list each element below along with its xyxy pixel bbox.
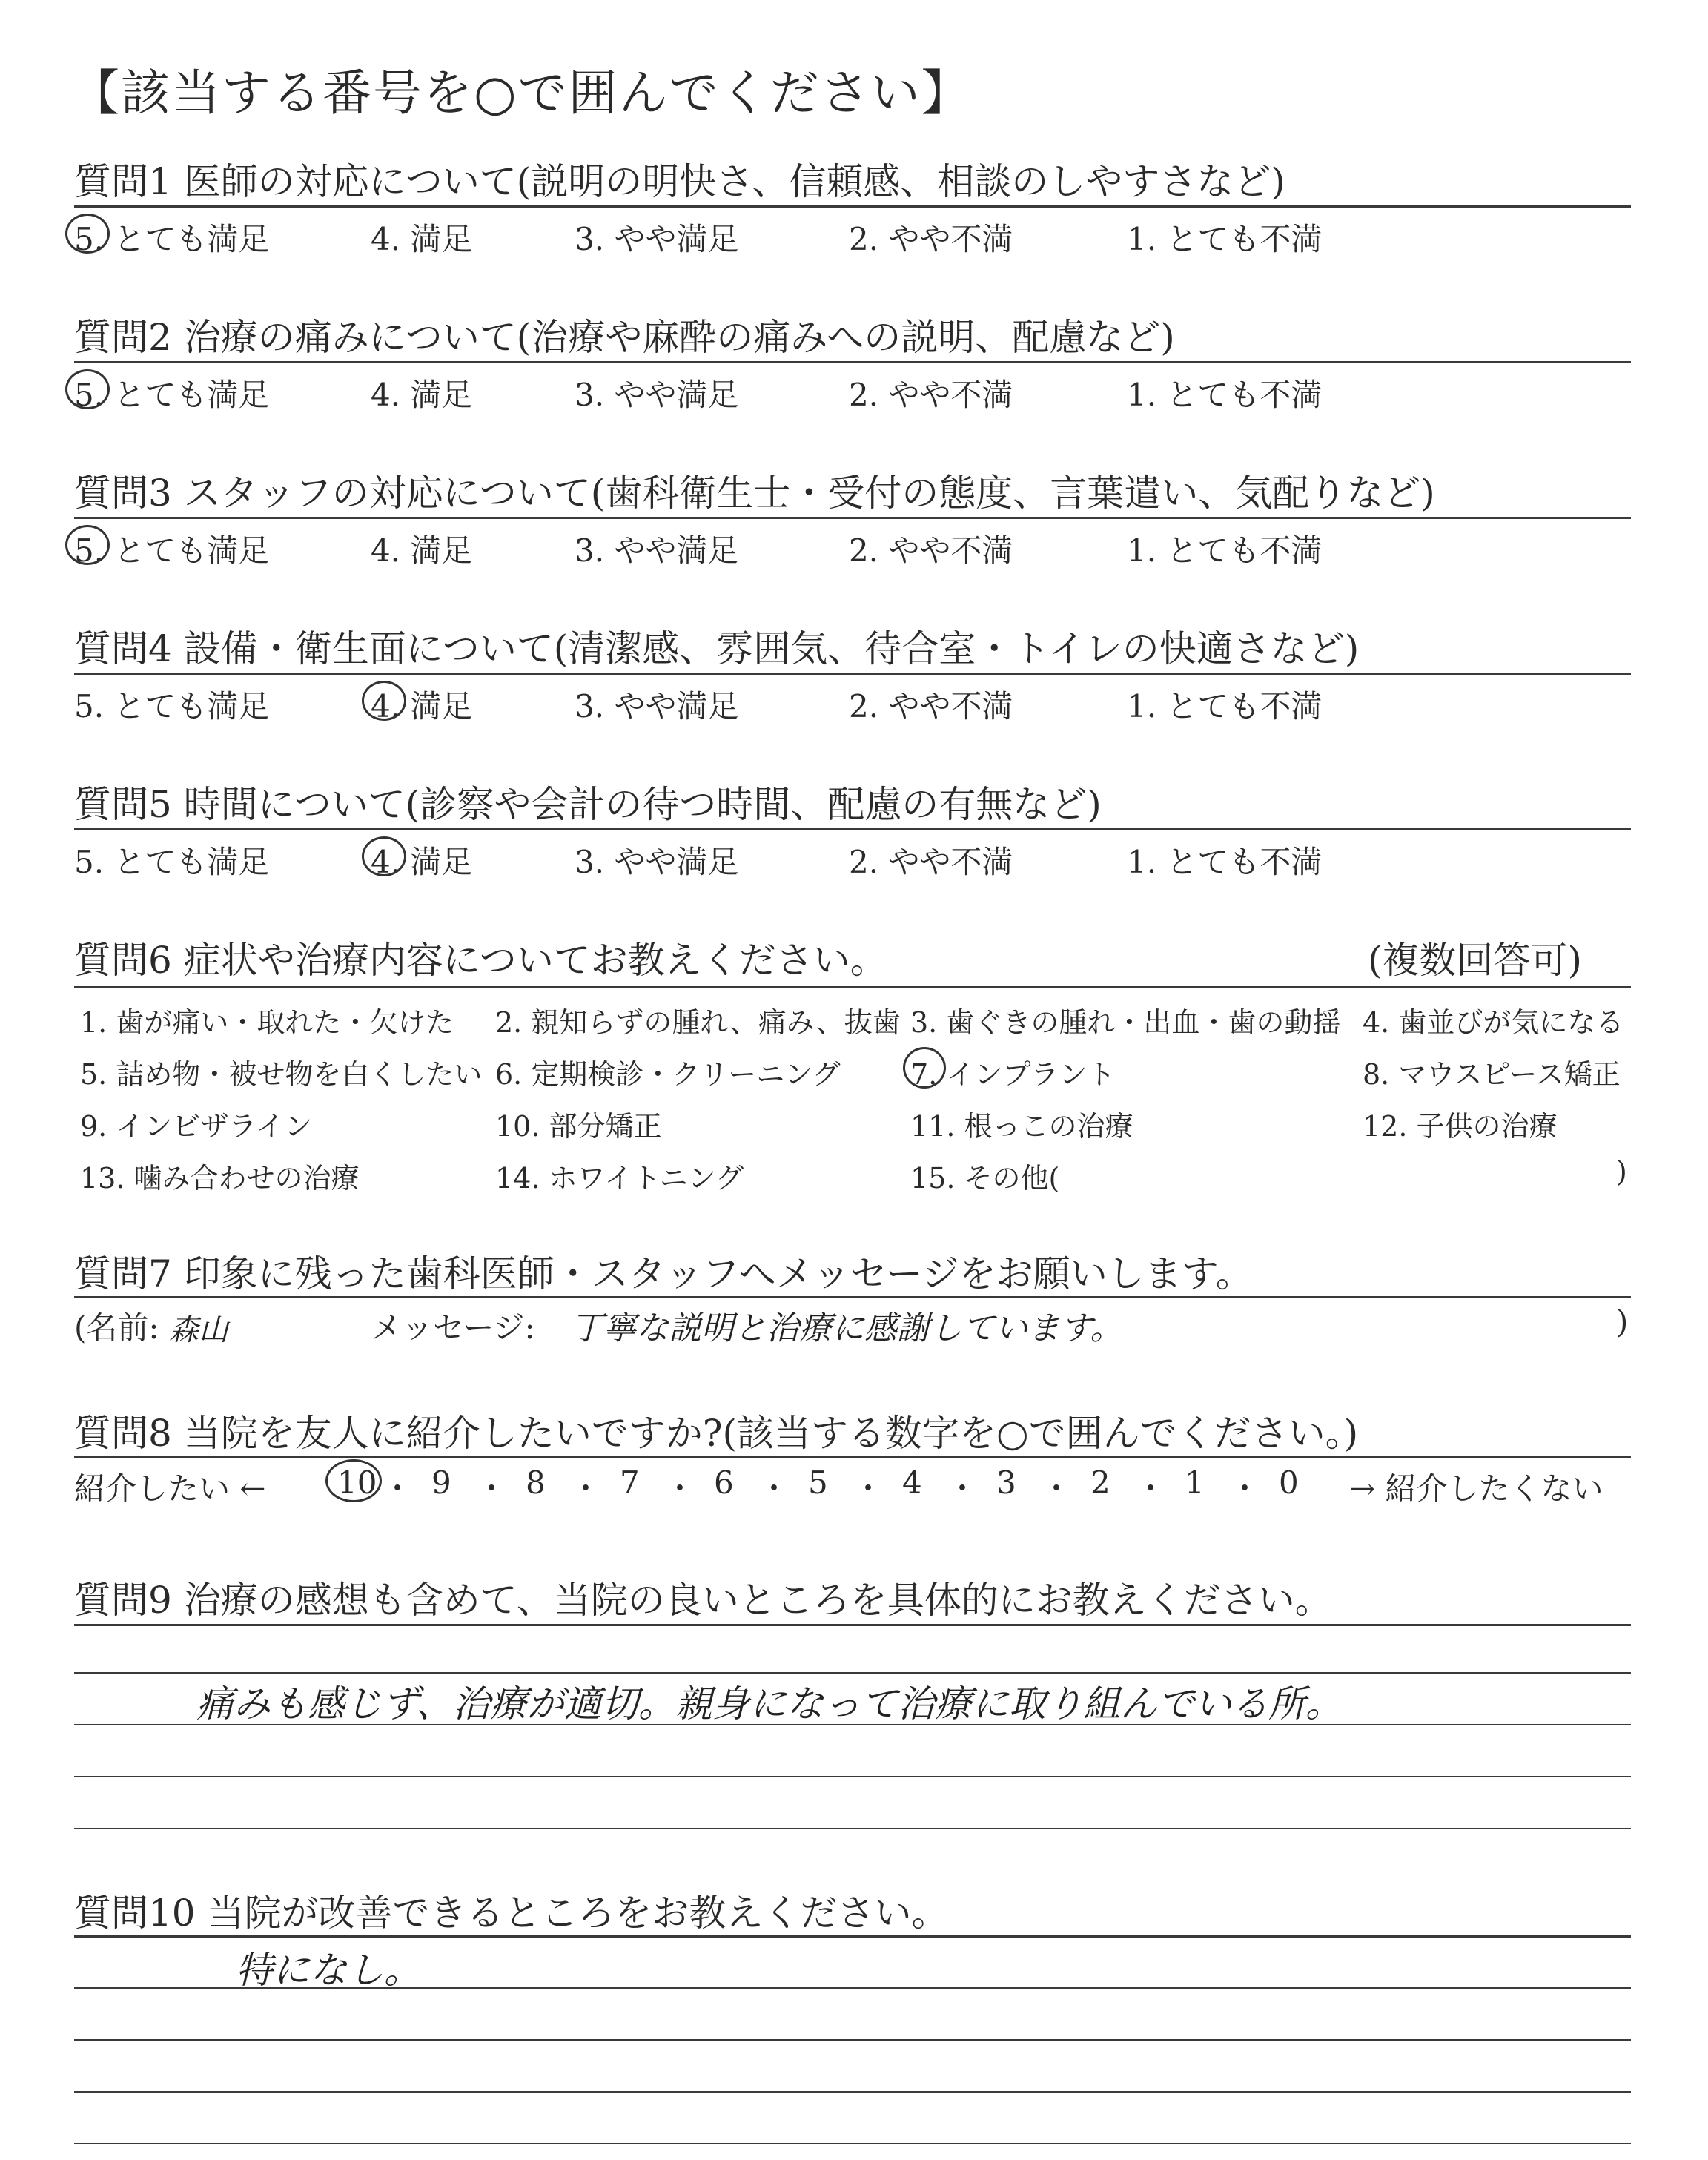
q8-separator: ・ (1041, 1470, 1073, 1507)
q9-answer[interactable]: 痛みも感じず、治療が適切。親身になって治療に取り組んでいる所。 (196, 1682, 1343, 1725)
q8-scale-3[interactable]: 3 (996, 1464, 1016, 1501)
q8-separator: ・ (476, 1470, 508, 1507)
q7-message-label: メッセージ: (371, 1309, 535, 1346)
q4-selection-circle (362, 681, 406, 721)
q8-scale-9[interactable]: 9 (431, 1464, 451, 1501)
q4-option-1[interactable]: 1. とても不満 (1127, 688, 1323, 724)
q8-scale-2[interactable]: 2 (1090, 1464, 1110, 1501)
q7-message-value[interactable]: 丁寧な説明と治療に感謝しています。 (571, 1309, 1123, 1347)
q6-option-11[interactable]: 11. 根っこの治療 (910, 1110, 1133, 1143)
q6-option-13[interactable]: 13. 噛み合わせの治療 (80, 1162, 360, 1195)
q6-option-10[interactable]: 10. 部分矯正 (495, 1110, 662, 1143)
q5-selection-circle (362, 836, 406, 876)
q10-label: 質問10 当院が改善できるところをお教えください。 (74, 1892, 949, 1935)
q3-option-4[interactable]: 4. 満足 (371, 532, 473, 569)
q9-label: 質問9 治療の感想も含めて、当院の良いところを具体的にお教えください。 (74, 1579, 1332, 1622)
q8-label: 質問8 当院を友人に紹介したいですか?(該当する数字を○で囲んでください。) (74, 1412, 1359, 1455)
q1-option-5[interactable]: 5. とても満足 (74, 221, 270, 257)
q3-rule (74, 517, 1631, 519)
q9-rule-4 (74, 1776, 1631, 1777)
q6-note: (複数回答可) (1368, 939, 1583, 982)
q3-label: 質問3 スタッフの対応について(歯科衛生士・受付の態度、言葉遣い、気配りなど) (74, 472, 1435, 515)
q10-rule-3 (74, 2039, 1631, 2041)
q8-separator: ・ (570, 1470, 602, 1507)
q9-rule-2 (74, 1672, 1631, 1674)
q1-option-3[interactable]: 3. やや満足 (575, 221, 739, 257)
q8-separator: ・ (382, 1470, 414, 1507)
q10-rule-1 (74, 1935, 1631, 1938)
q8-separator: ・ (1135, 1470, 1167, 1507)
q8-rule (74, 1456, 1631, 1458)
q6-option-4[interactable]: 4. 歯並びが気になる (1363, 1006, 1624, 1039)
q3-selection-circle (65, 525, 110, 565)
q5-option-1[interactable]: 1. とても不満 (1127, 844, 1323, 880)
q6-option-15[interactable]: 15. その他( (910, 1162, 1060, 1195)
q5-option-4[interactable]: 4. 満足 (371, 844, 473, 880)
q8-right-label: → 紹介したくない (1349, 1470, 1603, 1507)
q5-option-5[interactable]: 5. とても満足 (74, 844, 270, 880)
q8-scale-4[interactable]: 4 (902, 1464, 922, 1501)
q6-option-12[interactable]: 12. 子供の治療 (1363, 1110, 1558, 1143)
q1-option-2[interactable]: 2. やや不満 (849, 221, 1013, 257)
q7-rule (74, 1296, 1631, 1298)
page-title: 【該当する番号を○で囲んでください】 (70, 65, 972, 122)
q6-other-close-paren: ) (1616, 1155, 1627, 1188)
q6-option-7[interactable]: 7. インプラント (910, 1058, 1116, 1091)
q6-option-3[interactable]: 3. 歯ぐきの腫れ・出血・歯の動揺 (910, 1006, 1341, 1039)
q5-rule (74, 828, 1631, 830)
q7-label: 質問7 印象に残った歯科医師・スタッフへメッセージをお願いします。 (74, 1252, 1253, 1295)
q6-option-14[interactable]: 14. ホワイトニング (495, 1162, 744, 1195)
q6-option-9[interactable]: 9. インビザライン (80, 1110, 313, 1143)
q3-option-3[interactable]: 3. やや満足 (575, 532, 739, 569)
q2-option-3[interactable]: 3. やや満足 (575, 377, 739, 413)
q1-option-4[interactable]: 4. 満足 (371, 221, 473, 257)
q2-option-4[interactable]: 4. 満足 (371, 377, 473, 413)
q2-label: 質問2 治療の痛みについて(治療や麻酔の痛みへの説明、配慮など) (74, 316, 1175, 359)
q5-label: 質問5 時間について(診察や会計の待つ時間、配慮の有無など) (74, 783, 1102, 826)
q8-scale-0[interactable]: 0 (1279, 1464, 1299, 1501)
q9-rule-5 (74, 1828, 1631, 1829)
q8-scale-6[interactable]: 6 (714, 1464, 734, 1501)
q5-option-3[interactable]: 3. やや満足 (575, 844, 739, 880)
q7-close-paren: ) (1616, 1304, 1629, 1340)
q8-scale-10[interactable]: 10 (337, 1464, 377, 1501)
q8-scale-1[interactable]: 1 (1185, 1464, 1205, 1501)
q8-separator: ・ (947, 1470, 979, 1507)
q4-rule (74, 673, 1631, 675)
q8-scale-8[interactable]: 8 (526, 1464, 546, 1501)
q2-option-5[interactable]: 5. とても満足 (74, 377, 270, 413)
q6-option-6[interactable]: 6. 定期検診・クリーニング (495, 1058, 841, 1091)
q3-option-1[interactable]: 1. とても不満 (1127, 532, 1323, 569)
q6-option-2[interactable]: 2. 親知らずの腫れ、痛み、抜歯 (495, 1006, 901, 1039)
q2-option-2[interactable]: 2. やや不満 (849, 377, 1013, 413)
q6-rule (74, 986, 1631, 988)
q1-rule (74, 205, 1631, 208)
q1-label: 質問1 医師の対応について(説明の明快さ、信頼感、相談のしやすさなど) (74, 160, 1285, 203)
q3-option-2[interactable]: 2. やや不満 (849, 532, 1013, 569)
q2-rule (74, 361, 1631, 363)
q1-selection-circle (65, 214, 110, 254)
q9-rule-1 (74, 1624, 1631, 1626)
q2-option-1[interactable]: 1. とても不満 (1127, 377, 1323, 413)
q6-option-5[interactable]: 5. 詰め物・被せ物を白くしたい (80, 1058, 483, 1091)
q8-left-label: 紹介したい ← (74, 1470, 266, 1507)
q8-scale-5[interactable]: 5 (808, 1464, 828, 1501)
q6-selection-circle (903, 1047, 946, 1089)
q8-separator: ・ (853, 1470, 884, 1507)
q4-option-4[interactable]: 4. 満足 (371, 688, 473, 724)
q4-label: 質問4 設備・衛生面について(清潔感、雰囲気、待合室・トイレの快適さなど) (74, 627, 1360, 670)
q5-option-2[interactable]: 2. やや不満 (849, 844, 1013, 880)
q7-name-value[interactable]: 森山 (169, 1313, 228, 1347)
q1-option-1[interactable]: 1. とても不満 (1127, 221, 1323, 257)
q4-option-2[interactable]: 2. やや不満 (849, 688, 1013, 724)
q10-answer[interactable]: 特になし。 (236, 1949, 421, 1992)
q6-option-1[interactable]: 1. 歯が痛い・取れた・欠けた (80, 1006, 454, 1039)
q8-separator: ・ (664, 1470, 696, 1507)
q8-scale-7[interactable]: 7 (620, 1464, 640, 1501)
q4-option-5[interactable]: 5. とても満足 (74, 688, 270, 724)
q10-rule-5 (74, 2143, 1631, 2144)
q8-selection-circle (325, 1459, 382, 1502)
q4-option-3[interactable]: 3. やや満足 (575, 688, 739, 724)
q2-selection-circle (65, 369, 110, 409)
q10-rule-4 (74, 2091, 1631, 2093)
q6-label: 質問6 症状や治療内容についてお教えください。 (74, 939, 887, 982)
q6-option-8[interactable]: 8. マウスピース矯正 (1363, 1058, 1621, 1091)
q7-name-label: (名前: (74, 1309, 159, 1346)
q8-separator: ・ (1229, 1470, 1261, 1507)
q3-option-5[interactable]: 5. とても満足 (74, 532, 270, 569)
q8-separator: ・ (758, 1470, 790, 1507)
